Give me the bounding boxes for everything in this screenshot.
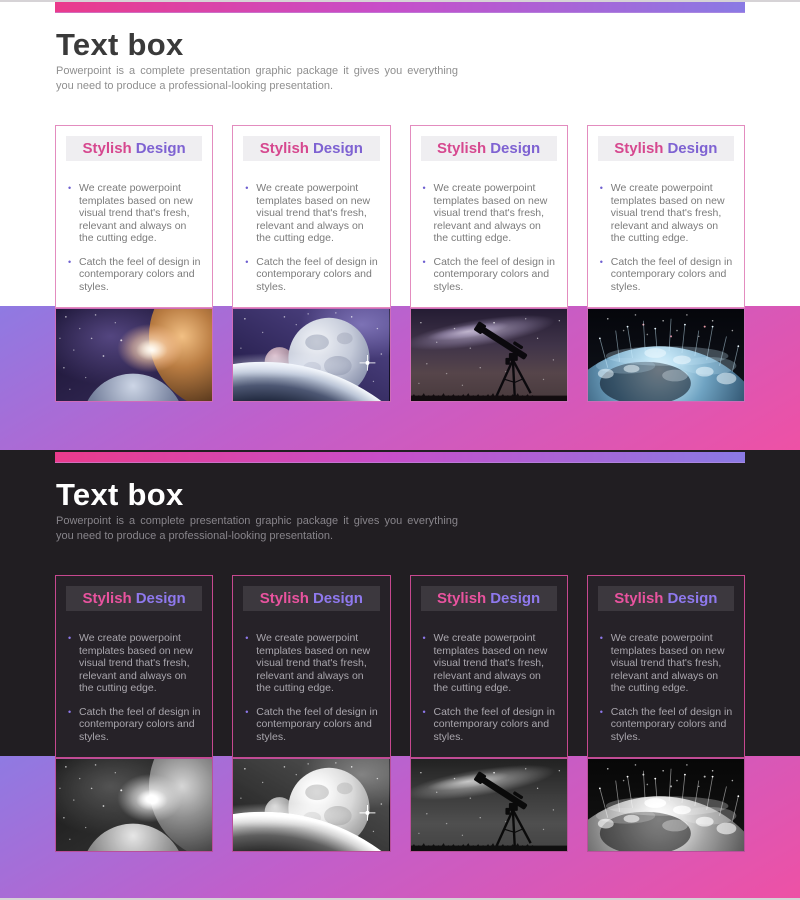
card-title-secondary: Design: [667, 590, 718, 607]
bullet-item: [68, 256, 202, 294]
card: [55, 575, 213, 852]
card-row: [55, 575, 745, 852]
bullet-item: [423, 182, 557, 245]
page-top-edge: [0, 0, 800, 2]
card-row: [55, 125, 745, 402]
bullet-text: We create powerpoint templates based on new visual trend that's fresh, relevant and always on the cutting edge.: [610, 182, 725, 244]
bullet-text: We create powerpoint templates based on new visual trend that's fresh, relevant and always on the cutting edge.: [79, 182, 193, 244]
card-title: [421, 136, 557, 161]
bullet-item: [68, 706, 202, 744]
bullet-icon: •: [599, 256, 603, 267]
bullet-text: We create powerpoint templates based on new visual trend that's fresh, relevant and always on the cutting edge.: [79, 632, 193, 694]
card: [55, 125, 213, 402]
bullet-text: Catch the feel of design in contemporary colors and styles.: [79, 255, 201, 293]
planet-sunrise-image: [55, 758, 213, 852]
bullet-item: [245, 256, 379, 294]
bullet-item: [423, 706, 557, 744]
bullet-icon: •: [422, 183, 426, 193]
bullet-list: [56, 182, 212, 293]
bullet-icon: •: [599, 633, 603, 643]
network-globe-image: [587, 308, 745, 402]
card-title-secondary: Design: [312, 140, 363, 157]
card: [587, 575, 745, 852]
card-title-secondary: Design: [490, 140, 541, 157]
bullet-text: We create powerpoint templates based on new visual trend that's fresh, relevant and always on the cutting edge.: [256, 182, 371, 244]
card-body: [232, 575, 390, 758]
card: [410, 125, 568, 402]
bullet-icon: •: [422, 256, 426, 267]
card-title-primary: Stylish: [259, 140, 309, 157]
bullet-item: [600, 256, 734, 294]
bullet-list: [56, 632, 212, 743]
bullet-icon: •: [68, 183, 72, 193]
bullet-icon: •: [68, 706, 72, 717]
card-title-primary: Stylish: [259, 590, 309, 607]
card-title-primary: Stylish: [82, 590, 132, 607]
card-title: [243, 136, 379, 161]
card: [410, 575, 568, 852]
card-body: [55, 125, 213, 308]
card-title: [421, 586, 557, 611]
bullet-icon: •: [245, 633, 249, 643]
card-title-primary: Stylish: [82, 140, 132, 157]
bullet-text: Catch the feel of design in contemporary colors and styles.: [256, 255, 378, 293]
bullet-icon: •: [245, 256, 249, 267]
card-title: [66, 136, 202, 161]
card-title: [66, 586, 202, 611]
bullet-icon: •: [599, 706, 603, 717]
bullet-list: [588, 632, 744, 743]
bullet-list: [411, 182, 567, 293]
card-title-secondary: Design: [312, 590, 363, 607]
bullet-text: We create powerpoint templates based on new visual trend that's fresh, relevant and always on the cutting edge.: [433, 632, 548, 694]
card-body: [232, 125, 390, 308]
bullet-text: We create powerpoint templates based on new visual trend that's fresh, relevant and always on the cutting edge.: [256, 632, 371, 694]
bullet-item: [245, 706, 379, 744]
bullet-item: [68, 182, 202, 245]
card-body: [587, 125, 745, 308]
bullet-text: Catch the feel of design in contemporary colors and styles.: [79, 705, 201, 743]
card: [587, 125, 745, 402]
card-title-primary: Stylish: [614, 590, 664, 607]
bullet-icon: •: [68, 633, 72, 643]
slide-title: Text box: [56, 477, 184, 512]
bullet-icon: •: [599, 183, 603, 193]
bullet-icon: •: [68, 256, 72, 267]
slide-intro: Powerpoint is a complete presentation graphic package it gives you everything you need to produce a professional-looking presentation.: [56, 65, 458, 92]
bullet-item: [423, 256, 557, 294]
card-title: [598, 136, 734, 161]
bullet-icon: •: [245, 706, 249, 717]
bullet-item: [600, 706, 734, 744]
slide-title: Text box: [56, 27, 184, 62]
bullet-item: [68, 632, 202, 695]
telescope-night-image: [410, 758, 568, 852]
bullet-icon: •: [422, 706, 426, 717]
bullet-list: [233, 632, 389, 743]
card-title-primary: Stylish: [437, 140, 487, 157]
card-body: [410, 125, 568, 308]
bullet-icon: •: [422, 633, 426, 643]
slide-intro: Powerpoint is a complete presentation graphic package it gives you everything you need to produce a professional-looking presentation.: [56, 515, 458, 542]
card-body: [55, 575, 213, 758]
bullet-icon: •: [245, 183, 249, 193]
card: [232, 125, 390, 402]
bullet-item: [245, 182, 379, 245]
card: [232, 575, 390, 852]
card-body: [587, 575, 745, 758]
card-title-primary: Stylish: [614, 140, 664, 157]
bullet-item: [423, 632, 557, 695]
network-globe-image: [587, 758, 745, 852]
moons-horizon-image: [232, 308, 390, 402]
bullet-text: Catch the feel of design in contemporary colors and styles.: [610, 705, 733, 743]
bullet-text: Catch the feel of design in contemporary colors and styles.: [433, 255, 555, 293]
telescope-night-image: [410, 308, 568, 402]
bullet-text: Catch the feel of design in contemporary colors and styles.: [610, 255, 733, 293]
bullet-list: [411, 632, 567, 743]
bullet-text: We create powerpoint templates based on new visual trend that's fresh, relevant and always on the cutting edge.: [433, 182, 548, 244]
bullet-list: [233, 182, 389, 293]
bullet-text: We create powerpoint templates based on new visual trend that's fresh, relevant and always on the cutting edge.: [610, 632, 725, 694]
slide-dark: [0, 450, 800, 900]
card-title-secondary: Design: [667, 140, 718, 157]
card-title: [598, 586, 734, 611]
gradient-topbar: [55, 452, 745, 463]
bullet-text: Catch the feel of design in contemporary colors and styles.: [433, 705, 555, 743]
card-title-secondary: Design: [490, 590, 541, 607]
gradient-topbar: [55, 2, 745, 13]
moons-horizon-image: [232, 758, 390, 852]
bullet-item: [600, 182, 734, 245]
bullet-item: [600, 632, 734, 695]
bullet-text: Catch the feel of design in contemporary colors and styles.: [256, 705, 378, 743]
bullet-item: [245, 632, 379, 695]
card-title: [243, 586, 379, 611]
bullet-list: [588, 182, 744, 293]
card-title-secondary: Design: [135, 140, 186, 157]
card-body: [410, 575, 568, 758]
card-title-primary: Stylish: [437, 590, 487, 607]
planet-sunrise-image: [55, 308, 213, 402]
card-title-secondary: Design: [135, 590, 186, 607]
